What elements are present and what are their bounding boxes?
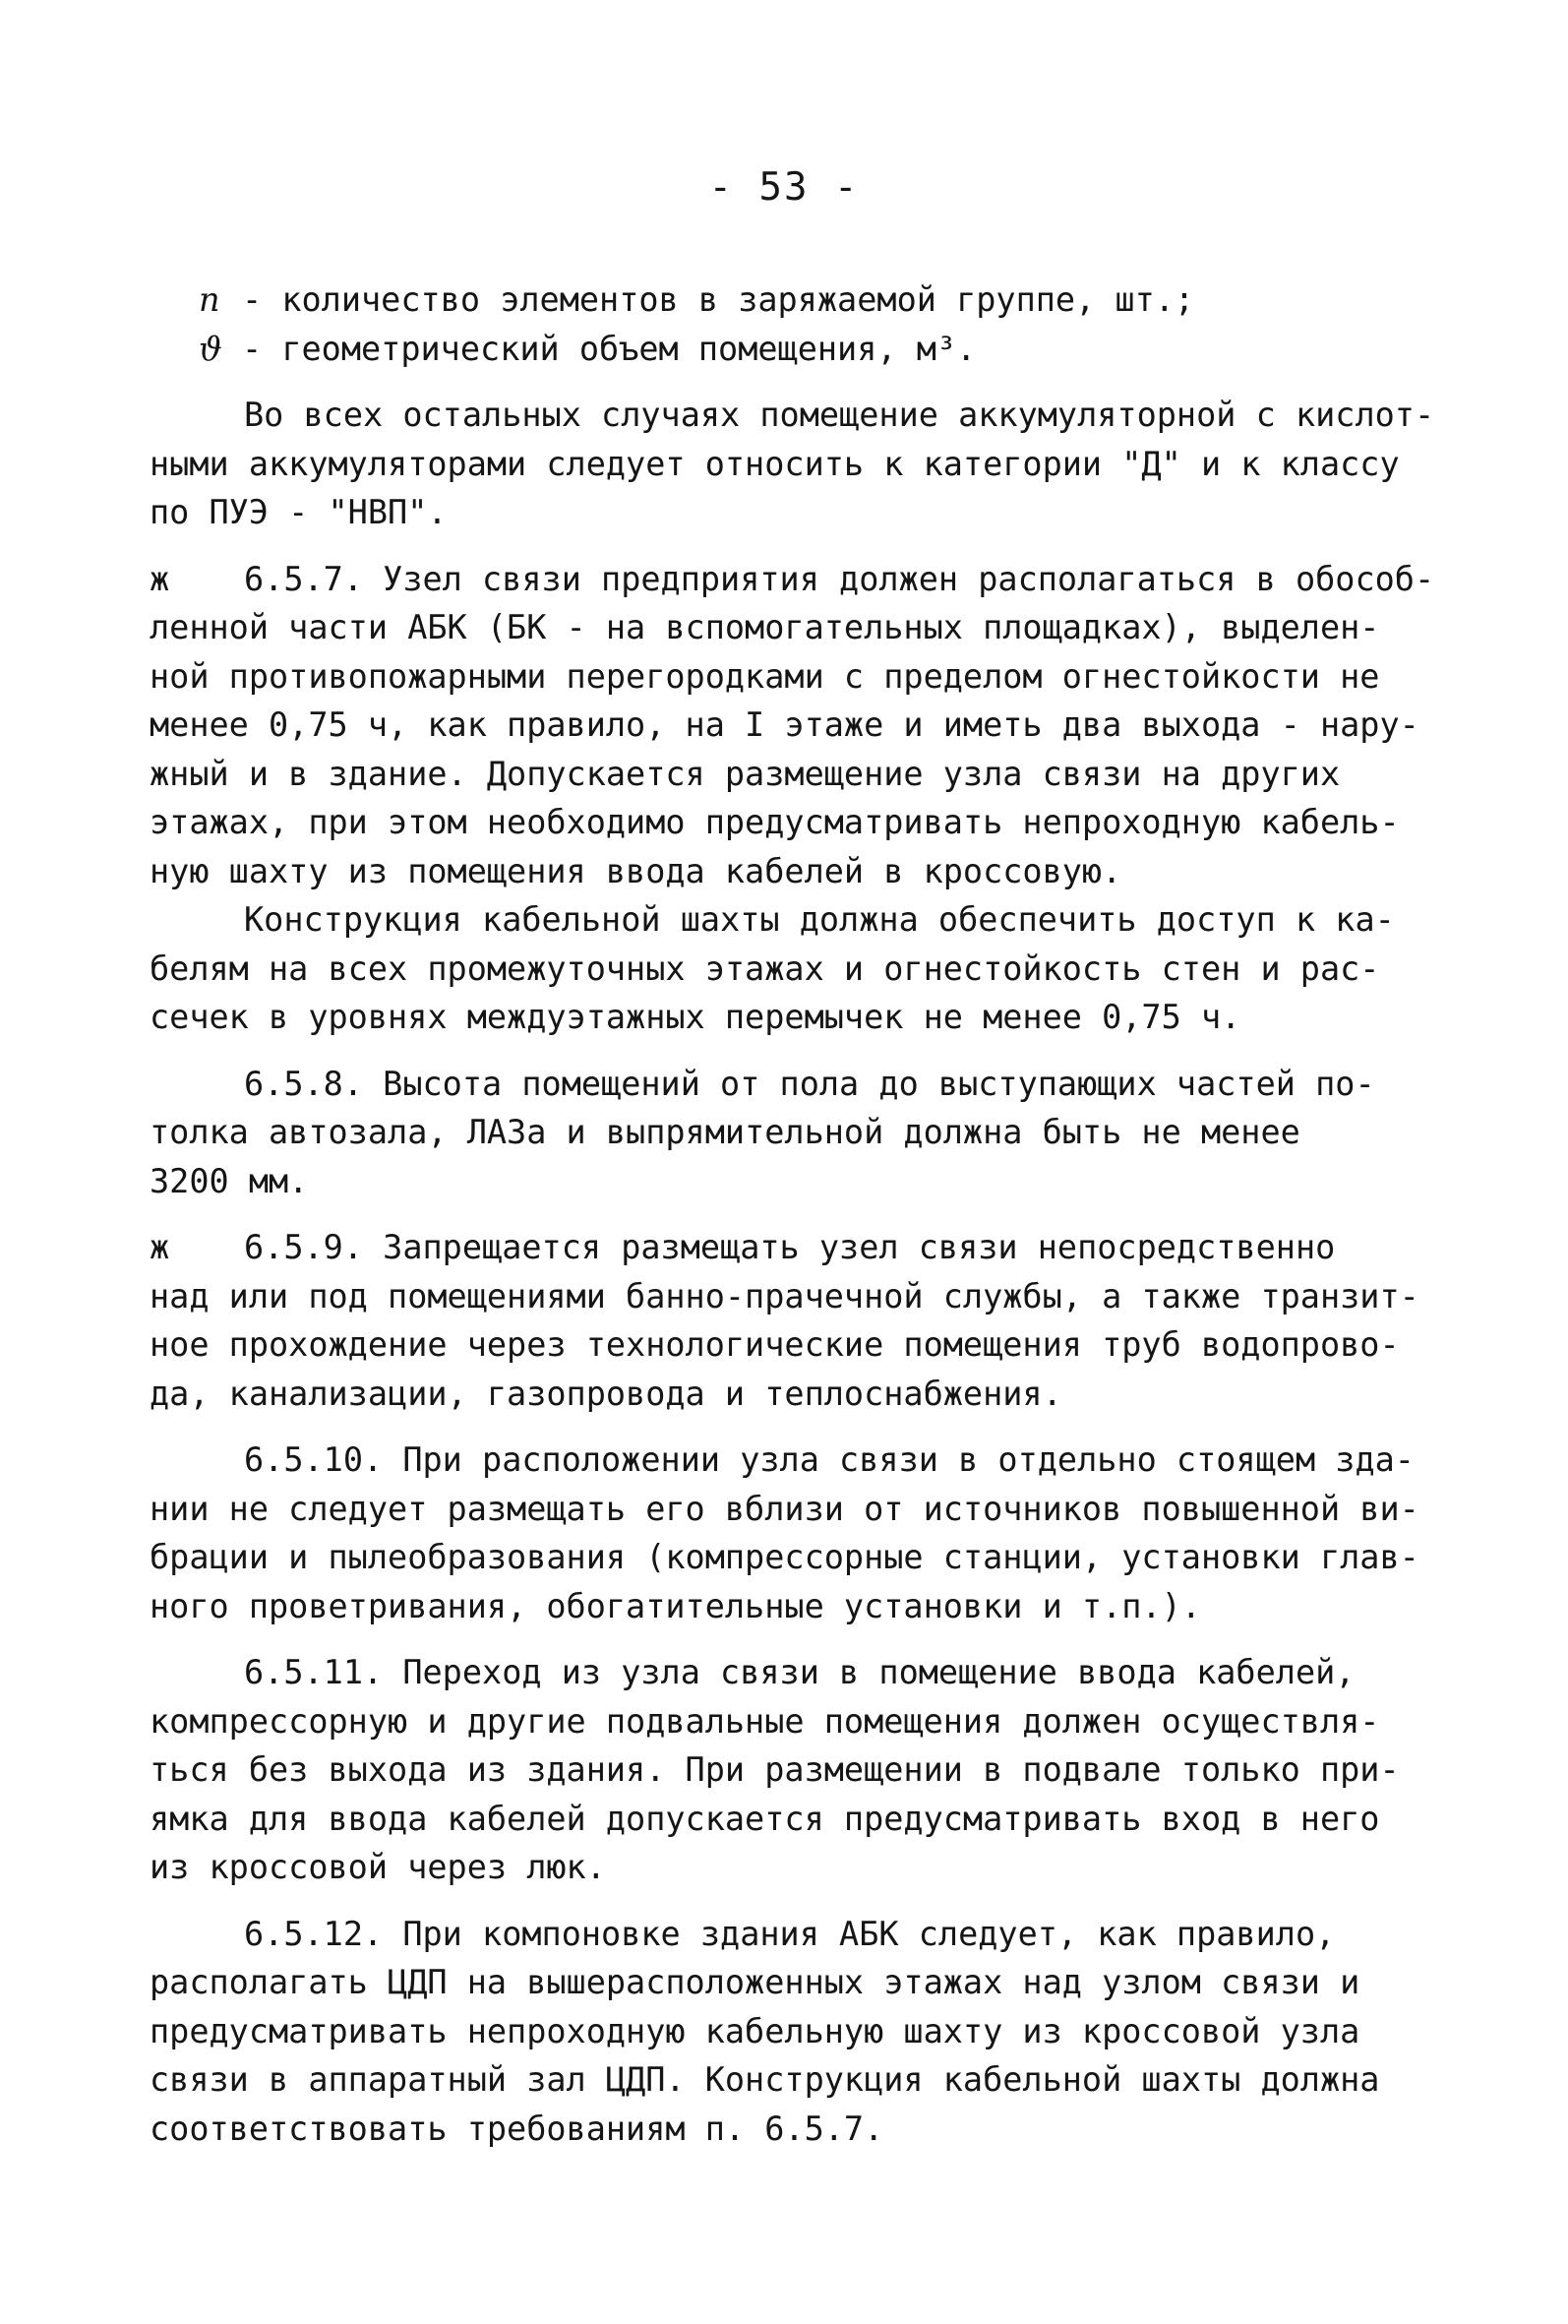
paragraph-6-5-8 bbox=[150, 1060, 1458, 1206]
star-mark: ж bbox=[150, 559, 170, 598]
text-line: ную шахту из помещения ввода кабелей в кроссовую. bbox=[150, 851, 1122, 890]
text-line: располагать ЦДП на вышерасположенных этажах над узлом связи и bbox=[150, 1963, 1360, 2001]
text-line: ться без выхода из здания. При размещении в подвале только при- bbox=[150, 1750, 1400, 1789]
text-line: компрессорную и другие подвальные помещения должен осуществля- bbox=[150, 1701, 1380, 1741]
text-line: нии не следует размещать его вблизи от источников повышенной ви- bbox=[150, 1489, 1419, 1528]
text-line: 6.5.9. Запрещается размещать узел связи непосредственно bbox=[244, 1228, 1336, 1266]
symbol-n: n bbox=[199, 280, 220, 319]
text-line: 6.5.11. Переход из узла связи в помещение ввода кабелей, bbox=[244, 1653, 1356, 1691]
text-line: Во всех остальных случаях помещение аккумуляторной с кислот- bbox=[244, 396, 1435, 434]
text-line: ямка для ввода кабелей допускается предусматривать вход в него bbox=[150, 1799, 1380, 1838]
paragraph-shaft bbox=[150, 895, 1458, 1042]
paragraph-6-5-9 bbox=[150, 1223, 1458, 1418]
definition-text: - геометрический объем помещения, м³. bbox=[242, 329, 977, 368]
text-line: менее 0,75 ч, как правило, на I этаже и иметь два выхода - нару- bbox=[150, 705, 1419, 744]
document-body bbox=[150, 275, 1458, 2153]
text-line: ленной части АБК (БК - на вспомогательных площадках), выделен- bbox=[150, 608, 1380, 646]
text-line: ной противопожарными перегородками с пределом огнестойкости не bbox=[150, 656, 1380, 696]
text-line: над или под помещениями банно-прачечной службы, а также транзит- bbox=[150, 1276, 1419, 1315]
text-line: 6.5.7. Узел связи предприятия должен располагаться в обособ- bbox=[244, 559, 1435, 598]
definition-row bbox=[150, 275, 1458, 325]
text-line: 6.5.10. При расположении узла связи в отдельно стоящем зда- bbox=[244, 1440, 1415, 1479]
definition-row bbox=[150, 325, 1458, 374]
text-line: связи в аппаратный зал ЦДП. Конструкция кабельной шахты должна bbox=[150, 2060, 1380, 2099]
text-line: этажах, при этом необходимо предусматривать непроходную кабель- bbox=[150, 803, 1400, 841]
text-line: белям на всех промежуточных этажах и огнестойкость стен и рас- bbox=[150, 948, 1380, 988]
paragraph-general bbox=[150, 391, 1458, 537]
text-line: 6.5.8. Высота помещений от пола до выступающих частей по- bbox=[244, 1064, 1375, 1103]
text-line: ными аккумуляторами следует относить к категории "Д" и к классу bbox=[150, 444, 1400, 483]
text-line: из кроссовой через люк. bbox=[150, 1848, 606, 1886]
paragraph-6-5-10 bbox=[150, 1436, 1458, 1630]
page-number: - 53 - bbox=[708, 165, 860, 210]
text-line: соответствовать требованиям п. 6.5.7. bbox=[150, 2109, 884, 2148]
paragraph-6-5-7 bbox=[150, 555, 1458, 896]
text-line: толка автозала, ЛАЗа и выпрямительной должна быть не менее bbox=[150, 1113, 1300, 1151]
text-line: 3200 мм. bbox=[150, 1161, 309, 1200]
definition-text: - количество элементов в заряжаемой группе, шт.; bbox=[242, 280, 1195, 319]
text-line: по ПУЭ - "НВП". bbox=[150, 493, 448, 531]
paragraph-6-5-12 bbox=[150, 1910, 1458, 2154]
text-line: ного проветривания, обогатительные установки и т.п.). bbox=[150, 1586, 1201, 1625]
text-line: 6.5.12. При компоновке здания АБК следует, как правило, bbox=[244, 1914, 1336, 1953]
text-line: сечек в уровнях междуэтажных перемычек не менее 0,75 ч. bbox=[150, 998, 1241, 1036]
symbol-v: ϑ bbox=[199, 329, 222, 368]
text-line: жный и в здание. Допускается размещение узла связи на других bbox=[150, 754, 1341, 793]
text-line: ное прохождение через технологические помещения труб водопрово- bbox=[150, 1325, 1400, 1364]
paragraph-6-5-11 bbox=[150, 1648, 1458, 1892]
star-mark: ж bbox=[150, 1228, 170, 1266]
text-line: да, канализации, газопровода и теплоснабжения. bbox=[150, 1374, 1062, 1413]
symbol-definitions bbox=[150, 275, 1458, 373]
text-line: предусматривать непроходную кабельную шахту из кроссовой узла bbox=[150, 2011, 1360, 2050]
text-line: Конструкция кабельной шахты должна обеспечить доступ к ка- bbox=[244, 900, 1395, 939]
text-line: брации и пылеобразования (компрессорные станции, установки глав- bbox=[150, 1538, 1419, 1576]
